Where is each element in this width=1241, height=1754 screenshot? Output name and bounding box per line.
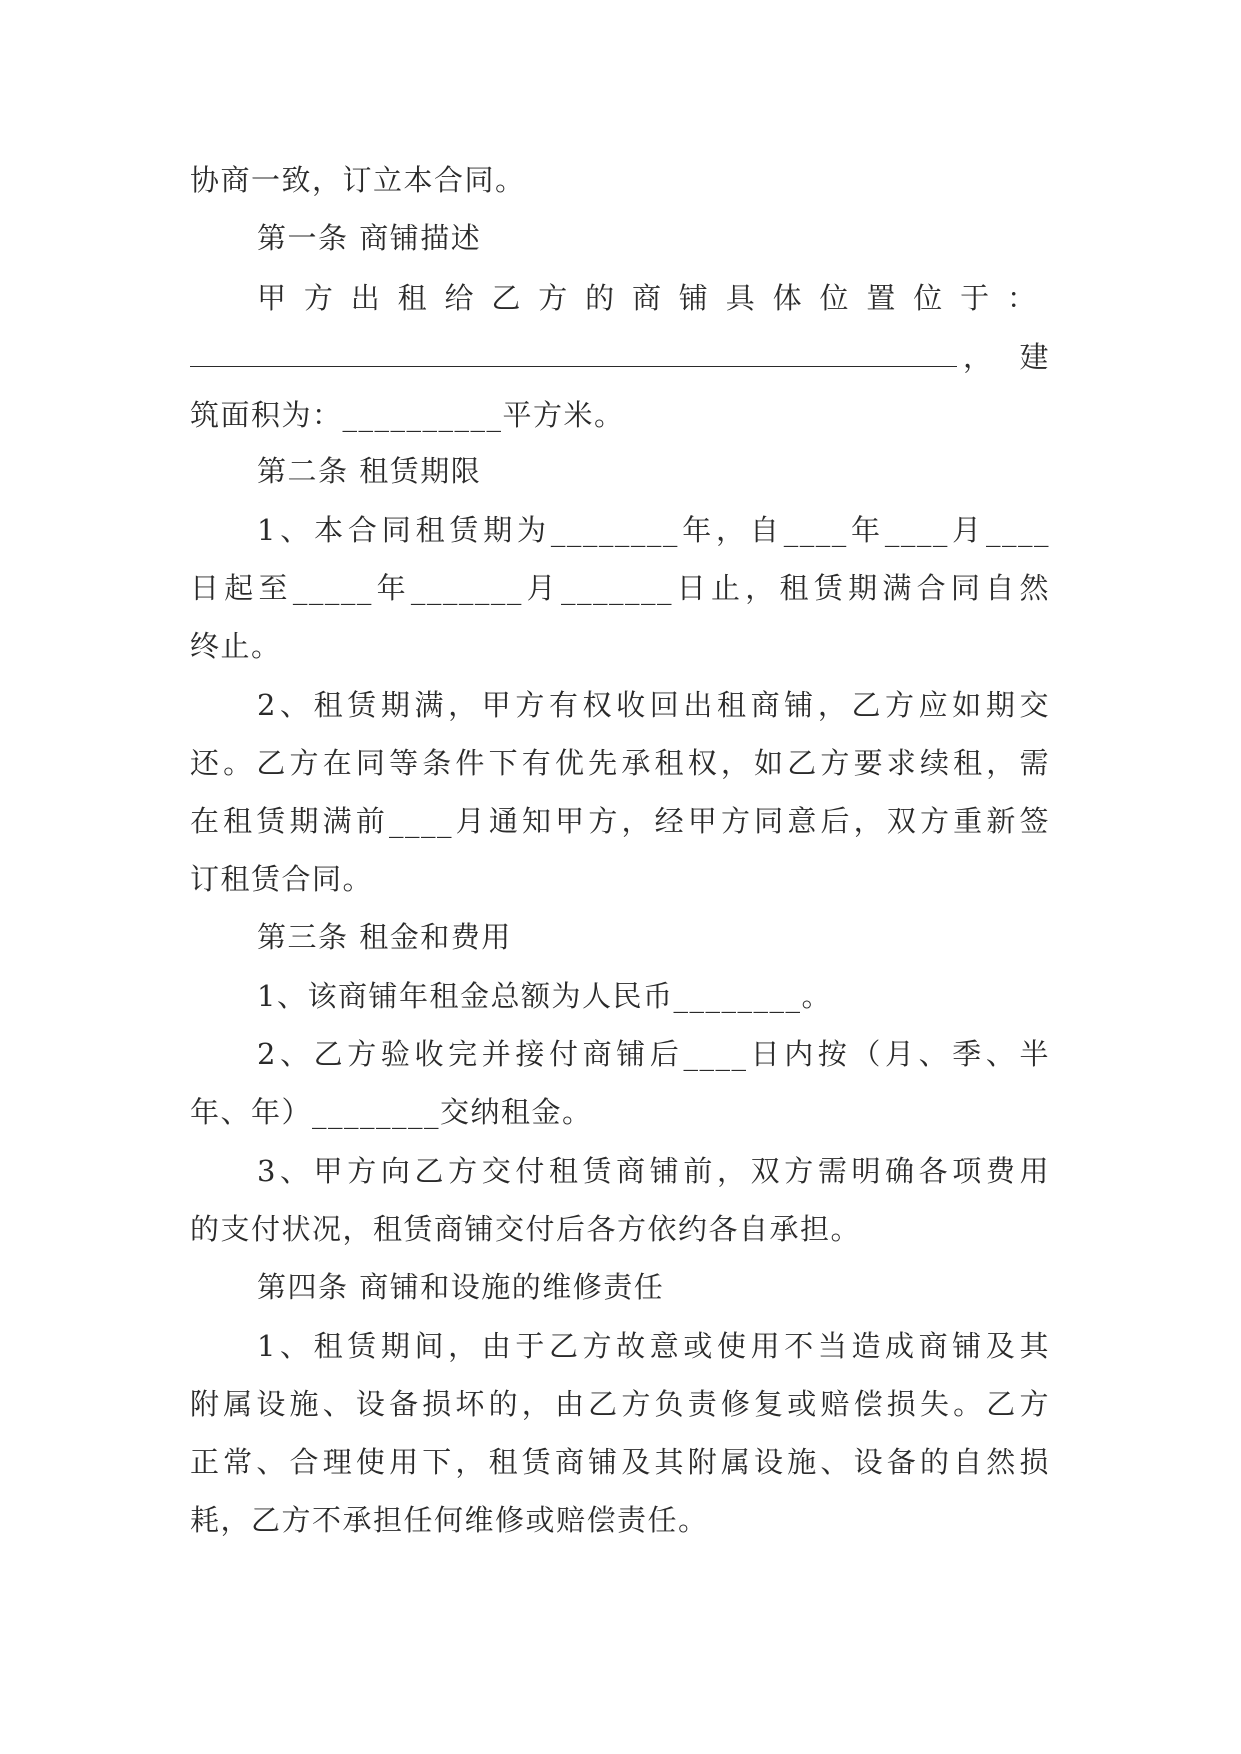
text-line: 3、甲方向乙方交付租赁商铺前，双方需明确各项费用 (257, 1154, 1050, 1188)
text-line: 附属设施、设备损坏的，由乙方负责修复或赔偿损失。乙方 (190, 1387, 1050, 1421)
text-line: 协商一致，订立本合同。 (190, 163, 526, 197)
text-line: 筑面积为：__________平方米。 (190, 398, 625, 432)
text-line: 的支付状况，租赁商铺交付后各方依约各自承担。 (190, 1212, 862, 1246)
text-line: 2、租赁期满，甲方有权收回出租商铺，乙方应如期交 (257, 688, 1050, 722)
text-line: 订租赁合同。 (190, 862, 374, 896)
blank-line (190, 337, 1050, 377)
text-fragment: 建 (1019, 340, 1050, 374)
text-line: 正常、合理使用下，租赁商铺及其附属设施、设备的自然损 (190, 1445, 1050, 1479)
text-line: 2、乙方验收完并接付商铺后____日内按（月、季、半 (257, 1037, 1050, 1071)
text-line: 日起至_____年_______月_______日止，租赁期满合同自然 (190, 571, 1050, 605)
location-blank (190, 338, 957, 367)
article-heading: 第三条 租金和费用 (257, 920, 512, 954)
text-line: 1、本合同租赁期为________年，自____年____月____ (257, 513, 1050, 547)
article-heading: 第二条 租赁期限 (257, 454, 482, 488)
text-line: 1、租赁期间，由于乙方故意或使用不当造成商铺及其 (257, 1329, 1050, 1363)
text-line: 年、年）________交纳租金。 (190, 1095, 593, 1129)
text-line: 终止。 (190, 629, 282, 663)
text-fragment: ， (962, 340, 994, 374)
text-line: 1、该商铺年租金总额为人民币________。 (257, 979, 832, 1013)
text-line: 耗，乙方不承担任何维修或赔偿责任。 (190, 1503, 709, 1537)
text-line: 在租赁期满前____月通知甲方，经甲方同意后，双方重新签 (190, 804, 1050, 838)
text-line: 甲方出租给乙方的商铺具体位置位于： (257, 281, 1050, 315)
text-line: 还。乙方在同等条件下有优先承租权，如乙方要求续租，需 (190, 746, 1050, 780)
article-heading: 第四条 商铺和设施的维修责任 (257, 1270, 665, 1304)
article-heading: 第一条 商铺描述 (257, 221, 482, 255)
